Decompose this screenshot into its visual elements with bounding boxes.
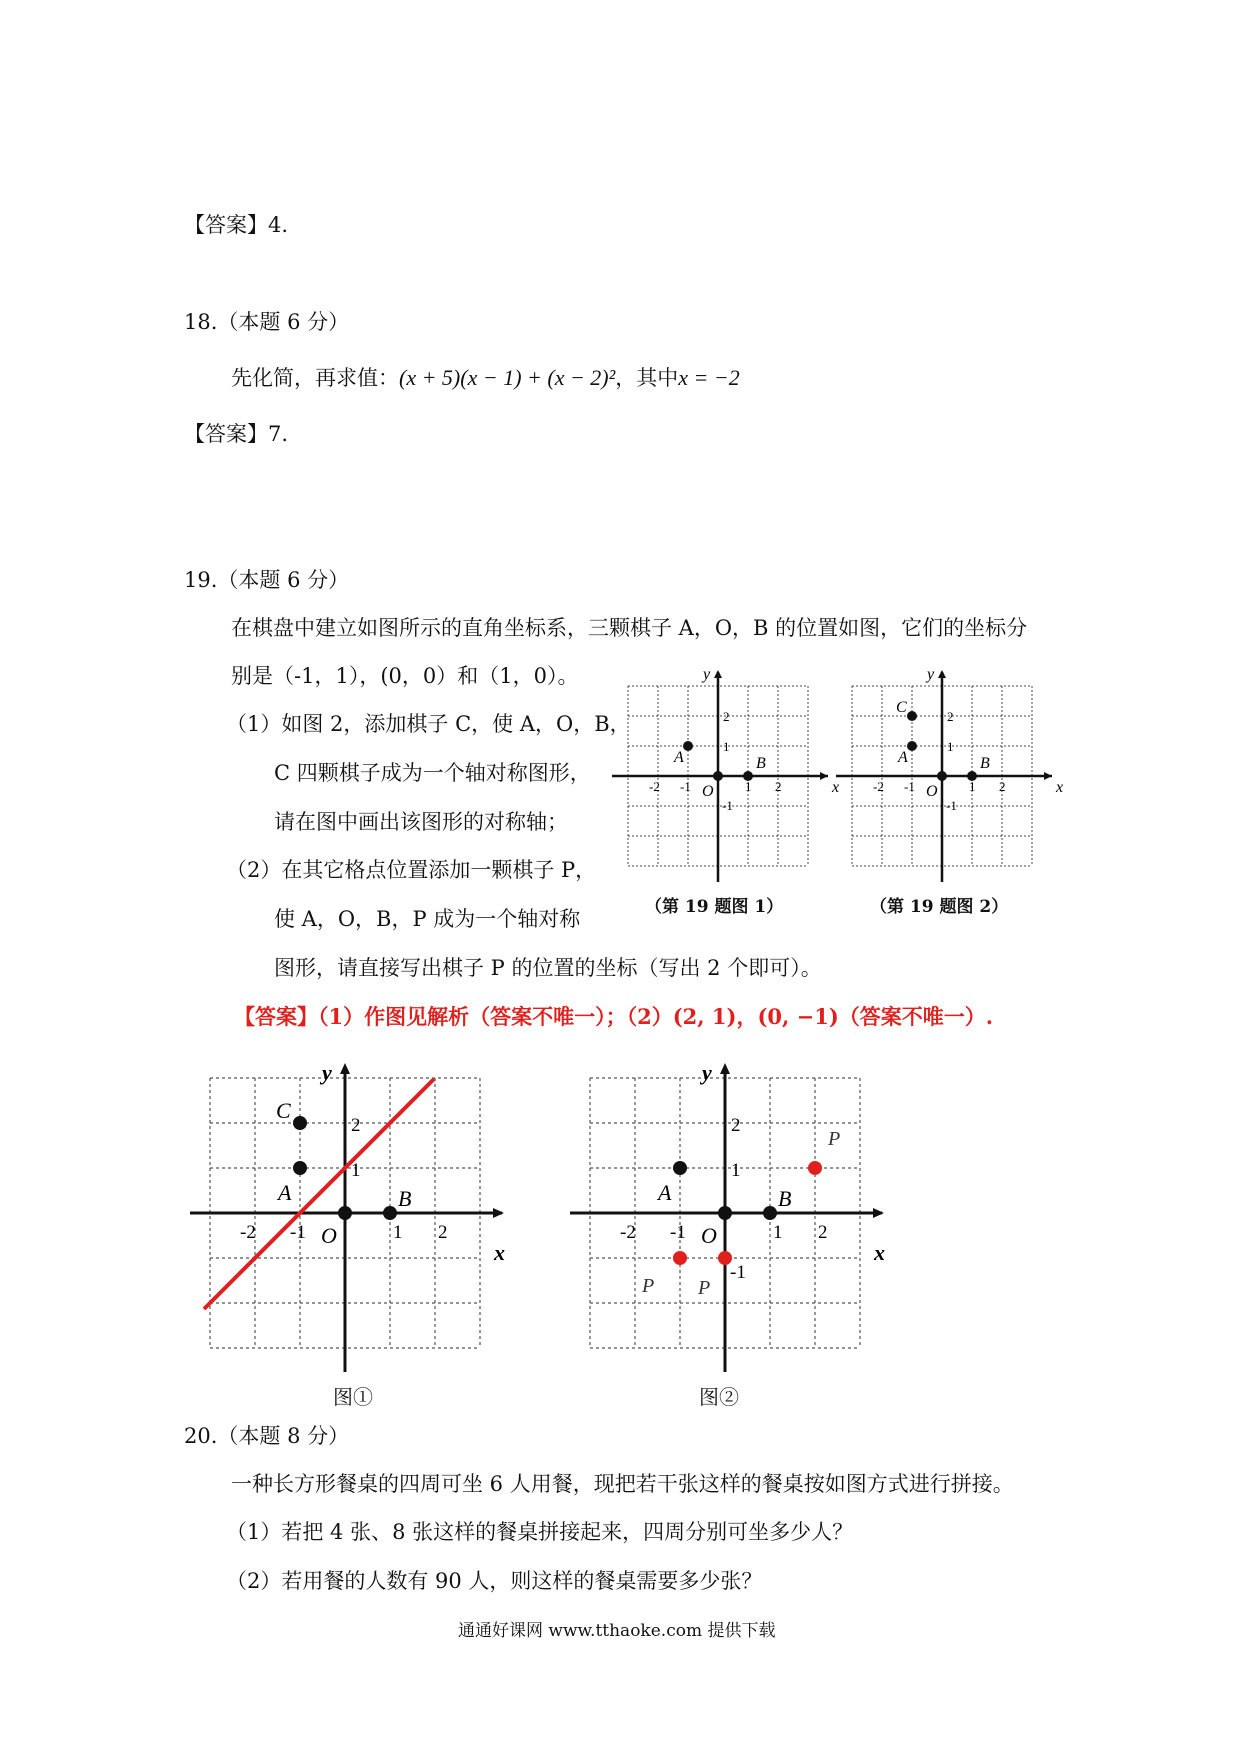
solution-figure-2 <box>570 1058 890 1382</box>
tick-x: -2 <box>240 1222 256 1243</box>
q18-answer: 【答案】7. <box>184 422 289 446</box>
q19-line: 别是（-1，1），(0，0）和（1，0）。 <box>231 664 579 688</box>
x-axis-label: x <box>832 779 840 796</box>
q19-line: （1）如图 2，添加棋子 C，使 A，O，B， <box>226 712 631 736</box>
tick-y: 2 <box>731 1115 741 1136</box>
label-c: C <box>896 699 907 716</box>
tick-x: 2 <box>775 779 782 794</box>
q19-line: （2）在其它格点位置添加一颗棋子 P， <box>226 858 597 882</box>
label-b: B <box>756 755 766 772</box>
tick-x: -2 <box>649 779 660 794</box>
label-p: P <box>828 1128 841 1150</box>
piece-o <box>718 1206 732 1220</box>
q19-figure-1 <box>610 662 840 891</box>
piece-c <box>293 1116 307 1130</box>
label-b: B <box>980 755 990 772</box>
q18-condition: x = −2 <box>678 365 740 390</box>
y-axis-label: y <box>322 1060 332 1085</box>
label-a: A <box>658 1180 672 1205</box>
tick-x: -1 <box>290 1222 306 1243</box>
q19-line: 在棋盘中建立如图所示的直角坐标系，三颗棋子 A，O，B 的位置如图，它们的坐标分 <box>231 616 1028 640</box>
y-axis-label: y <box>702 1060 712 1085</box>
tick-x: 1 <box>969 779 976 794</box>
origin-label: O <box>701 1223 717 1248</box>
piece-a <box>293 1161 307 1175</box>
tick-x: 1 <box>393 1222 403 1243</box>
q18-header: 18.（本题 6 分） <box>184 310 350 334</box>
x-axis-label: x <box>494 1240 505 1265</box>
q19-answer: 【答案】（1）作图见解析（答案不唯一）；（2）(2, 1)，(0, −1)（答案不唯一）. <box>234 1004 994 1029</box>
tick-y: 1 <box>723 739 730 754</box>
label-a: A <box>674 749 684 766</box>
piece-p-red <box>673 1251 687 1265</box>
tick-x: -1 <box>670 1222 686 1243</box>
page-footer: 通通好课网 www.tthaoke.com 提供下载 <box>458 1621 776 1641</box>
y-axis-label: y <box>927 666 935 683</box>
tick-y: -1 <box>730 1262 746 1283</box>
q20-header: 20.（本题 8 分） <box>184 1424 350 1448</box>
label-p: P <box>698 1277 711 1299</box>
piece-b <box>763 1206 777 1220</box>
origin-label: O <box>926 783 938 800</box>
q19-line: 使 A，O，B，P 成为一个轴对称 <box>274 907 581 931</box>
tick-x: 2 <box>818 1222 828 1243</box>
piece-o <box>713 771 723 781</box>
tick-x: -1 <box>680 779 691 794</box>
solution-figure-1-grid <box>190 1058 510 1378</box>
piece-a <box>683 741 693 751</box>
piece-b <box>383 1206 397 1220</box>
tick-y: -1 <box>722 798 733 813</box>
tick-y: 1 <box>947 739 954 754</box>
label-b: B <box>398 1186 412 1211</box>
piece-p-red <box>808 1161 822 1175</box>
q19-header: 19.（本题 6 分） <box>184 568 350 592</box>
q19-figure-2-caption: （第 19 题图 2） <box>870 897 1009 917</box>
piece-a <box>673 1161 687 1175</box>
tick-x: -1 <box>904 779 915 794</box>
tick-x: 1 <box>773 1222 783 1243</box>
x-axis-label: x <box>1056 779 1064 796</box>
q17-answer: 【答案】4. <box>184 213 289 237</box>
q19-line: 请在图中画出该图形的对称轴； <box>274 810 568 834</box>
tick-x: 2 <box>999 779 1006 794</box>
label-p: P <box>642 1275 655 1297</box>
label-b: B <box>778 1186 792 1211</box>
y-axis-label: y <box>703 666 711 683</box>
tick-x: 2 <box>438 1222 448 1243</box>
tick-y: 2 <box>723 709 730 724</box>
q20-line: （1）若把 4 张、8 张这样的餐桌拼接起来，四周分别可坐多少人？ <box>226 1520 854 1544</box>
q20-line: 一种长方形餐桌的四周可坐 6 人用餐，现把若干张这样的餐桌按如图方式进行拼接。 <box>231 1472 1014 1496</box>
q18-prompt <box>231 364 740 392</box>
q19-figure-1-grid <box>610 662 840 887</box>
tick-x: -2 <box>873 779 884 794</box>
solution-figure-2-label: 图② <box>699 1385 739 1409</box>
q18-expression: (x + 5)(x − 1) + (x − 2)² <box>399 365 616 390</box>
piece-o <box>338 1206 352 1220</box>
tick-y: 1 <box>731 1160 741 1181</box>
piece-o <box>937 771 947 781</box>
q19-figure-2 <box>834 662 1064 891</box>
tick-y: -1 <box>946 798 957 813</box>
x-axis-label: x <box>874 1240 885 1265</box>
solution-figure-1 <box>190 1058 510 1382</box>
q19-figure-2-grid <box>834 662 1064 887</box>
label-a: A <box>898 749 908 766</box>
tick-x: 1 <box>745 779 752 794</box>
tick-y: 1 <box>351 1160 361 1181</box>
tick-y: 2 <box>351 1115 361 1136</box>
q18-separator: ，其中 <box>615 366 679 390</box>
origin-label: O <box>321 1223 337 1248</box>
label-c: C <box>276 1098 291 1123</box>
q20-line: （2）若用餐的人数有 90 人，则这样的餐桌需要多少张？ <box>226 1569 763 1593</box>
tick-x: -2 <box>620 1222 636 1243</box>
origin-label: O <box>702 783 714 800</box>
piece-a <box>907 741 917 751</box>
solution-figure-1-label: 图① <box>333 1385 373 1409</box>
solution-figure-2-grid <box>570 1058 890 1378</box>
label-a: A <box>278 1180 292 1205</box>
q18-prompt-text: 先化简，再求值： <box>231 366 399 390</box>
tick-y: 2 <box>947 709 954 724</box>
q19-line: C 四颗棋子成为一个轴对称图形， <box>274 761 591 785</box>
q19-figure-1-caption: （第 19 题图 1） <box>645 897 784 917</box>
q19-line: 图形，请直接写出棋子 P 的位置的坐标（写出 2 个即可）。 <box>274 956 822 980</box>
piece-c <box>907 711 917 721</box>
